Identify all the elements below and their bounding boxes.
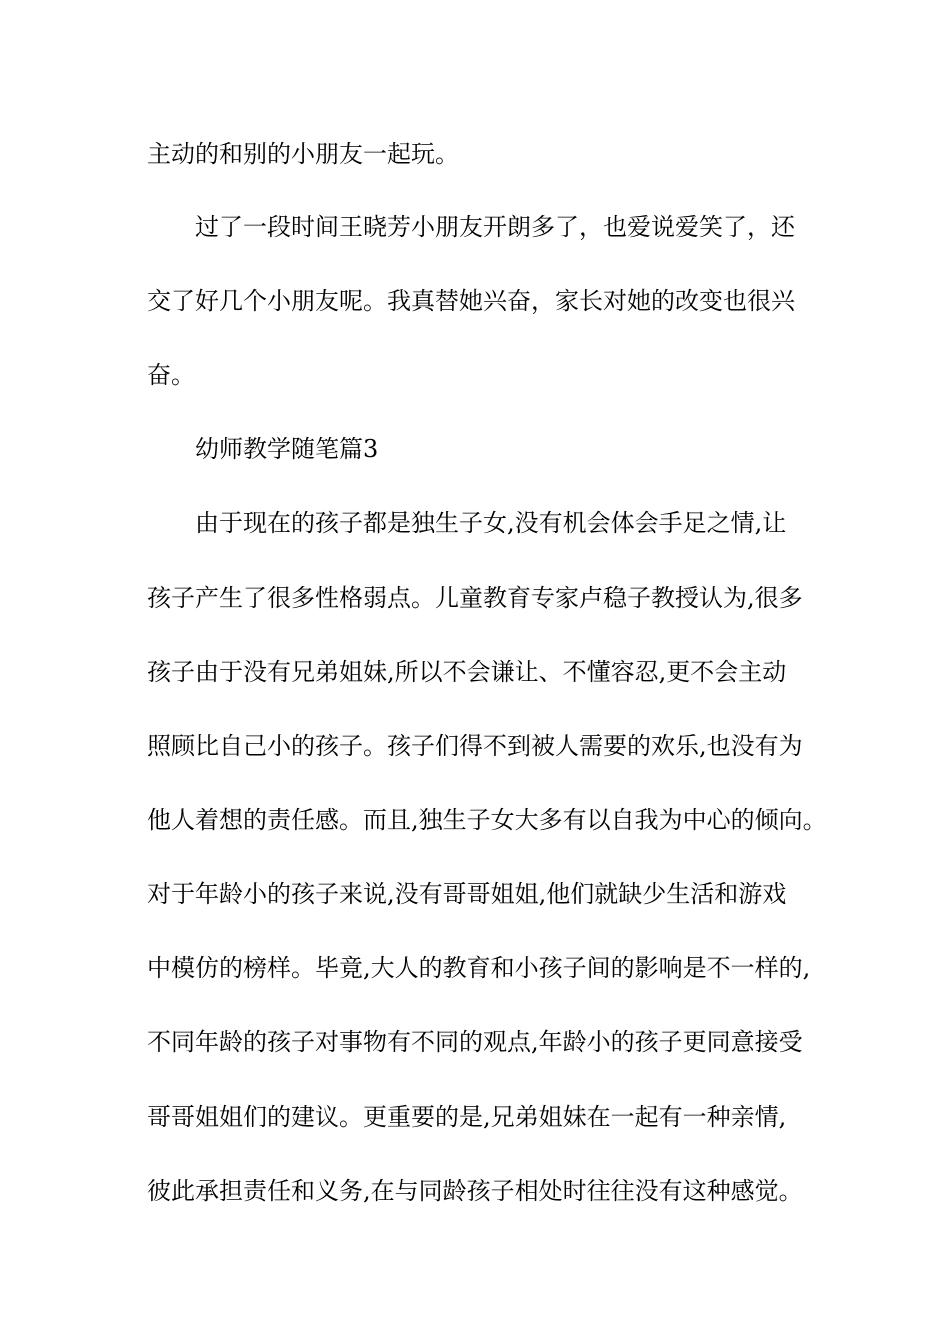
text-line: 哥哥姐姐们的建议。更重要的是,兄弟姐妹在一起有一种亲情, [147,1103,787,1131]
text-line: 主动的和别的小朋友一起玩。 [147,140,459,168]
text-line: 奋。 [147,361,195,389]
text-line: 过了一段时间王晓芳小朋友开朗多了，也爱说爱笑了，还 [195,213,795,241]
text-line: 对于年龄小的孩子来说,没有哥哥姐姐,他们就缺少生活和游戏 [147,880,787,908]
text-line: 照顾比自己小的孩子。孩子们得不到被人需要的欢乐,也没有为 [147,732,803,760]
text-line: 孩子由于没有兄弟姐妹,所以不会谦让、不懂容忍,更不会主动 [147,658,787,686]
text-line: 孩子产生了很多性格弱点。儿童教育专家卢稳子教授认为,很多 [147,584,803,612]
text-line: 他人着想的责任感。而且,独生子女大多有以自我为中心的倾向。 [147,806,827,834]
text-line: 不同年龄的孩子对事物有不同的观点,年龄小的孩子更同意接受 [147,1028,803,1056]
text-line: 由于现在的孩子都是独生子女,没有机会体会手足之情,让 [195,509,787,537]
text-line: 彼此承担责任和义务,在与同龄孩子相处时往往没有这种感觉。 [147,1177,803,1205]
text-line: 交了好几个小朋友呢。我真替她兴奋，家长对她的改变也很兴 [147,287,795,315]
text-line: 中模仿的榜样。毕竟,大人的教育和小孩子间的影响是不一样的, [147,954,811,982]
section-heading: 幼师教学随笔篇3 [195,435,379,463]
